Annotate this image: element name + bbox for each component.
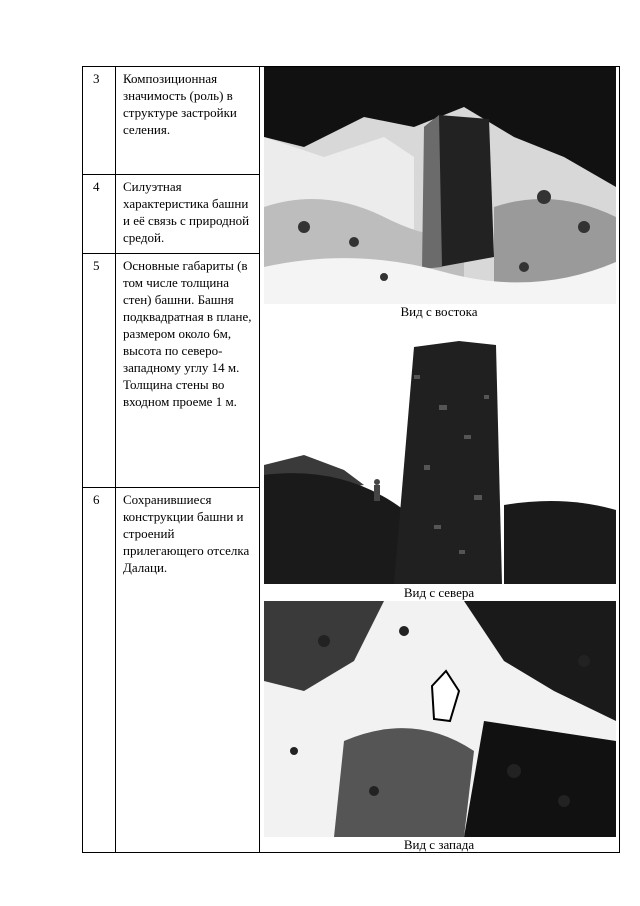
- photo-west: [264, 601, 616, 837]
- row-number: 6: [93, 492, 100, 507]
- row-divider: [83, 253, 260, 254]
- row-text: Силуэтная характеристика башни и её связь с природной средой.: [123, 179, 250, 245]
- row-text: Сохранившиеся конструкции башни и строений прилегающего отселка Далаци.: [123, 492, 250, 575]
- row-text: Основные габариты (в том числе толщина стен) башни. Башня подквадратная в плане, размером около 6м, высота по северо-западному углу 14 м. Толщина стены во входном проеме 1 м.: [123, 258, 252, 409]
- row-number: 5: [93, 258, 100, 273]
- photo-east: [264, 67, 616, 304]
- column-divider-text: [259, 67, 260, 852]
- photo-north: [264, 335, 616, 584]
- row-number: 3: [93, 71, 100, 86]
- row-divider: [83, 487, 260, 488]
- row-text: Композиционная значимость (роль) в структуре застройки селения.: [123, 71, 237, 137]
- photo-caption: Вид с востока: [400, 304, 478, 319]
- info-table: [82, 66, 620, 853]
- photo-caption: Вид с севера: [403, 585, 475, 600]
- row-divider: [83, 174, 260, 175]
- photo-caption: Вид с запада: [403, 837, 475, 852]
- row-number: 4: [93, 179, 100, 194]
- column-divider-num: [115, 67, 116, 852]
